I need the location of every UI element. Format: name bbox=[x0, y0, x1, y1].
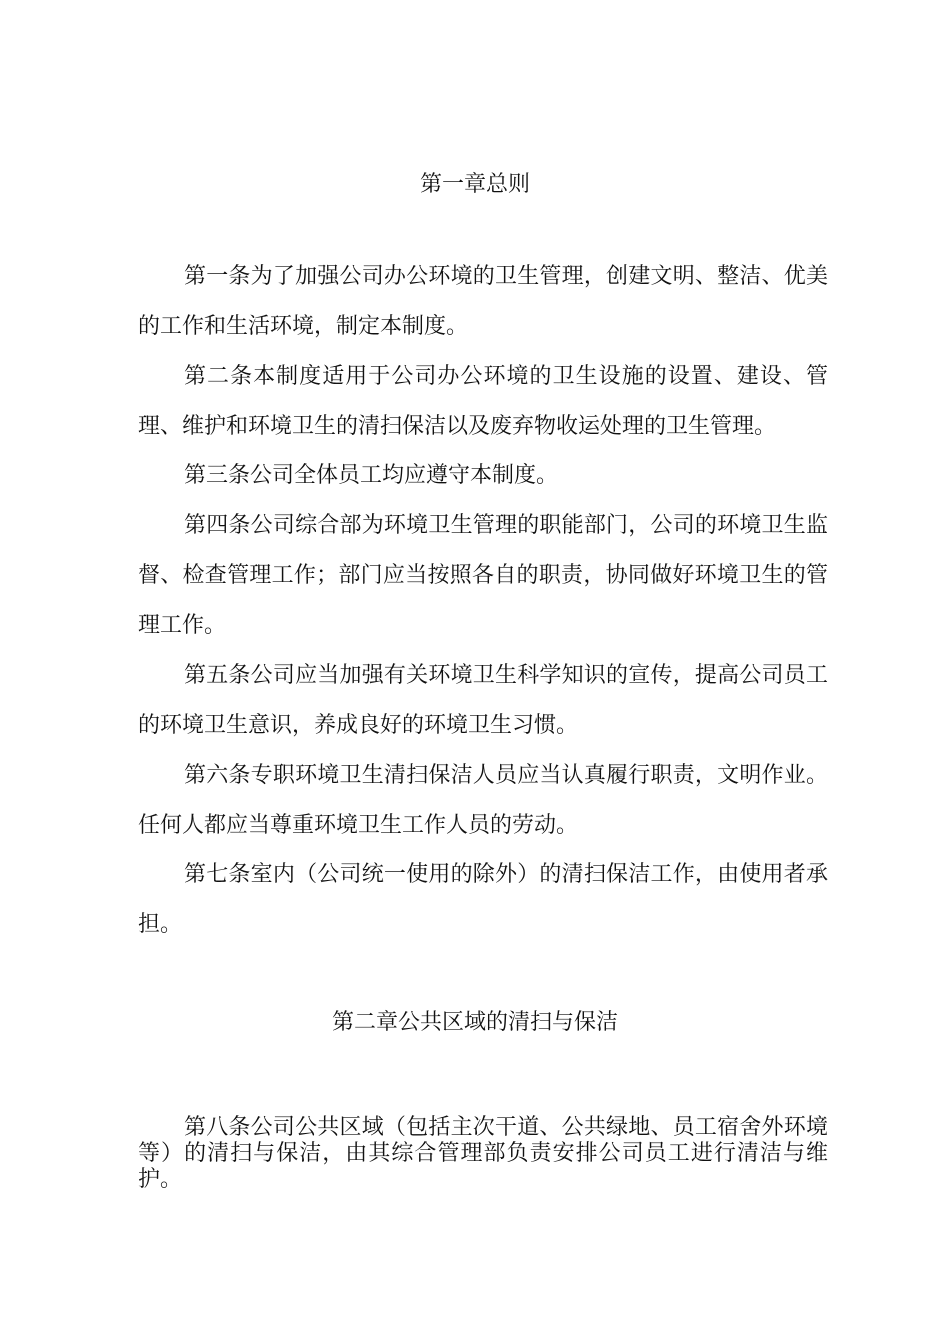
article-2: 第二条本制度适用于公司办公环境的卫生设施的设置、建设、管理、维护和环境卫生的清扫保洁以及废弃物收运处理的卫生管理。 bbox=[138, 364, 828, 439]
article-5: 第五条公司应当加强有关环境卫生科学知识的宣传，提高公司员工的环境卫生意识，养成良好的环境卫生习惯。 bbox=[138, 663, 828, 738]
chapter-2-title: 第二章公共区域的清扫与保洁 bbox=[331, 1010, 618, 1035]
article-3: 第三条公司全体员工均应遵守本制度。 bbox=[184, 463, 559, 488]
article-4: 第四条公司综合部为环境卫生管理的职能部门，公司的环境卫生监督、检查管理工作；部门应当按照各自的职责，协同做好环境卫生的管理工作。 bbox=[138, 513, 828, 638]
article-1: 第一条为了加强公司办公环境的卫生管理，创建文明、整洁、优美的工作和生活环境，制定本制度。 bbox=[138, 264, 828, 339]
article-6: 第六条专职环境卫生清扫保洁人员应当认真履行职责，文明作业。任何人都应当尊重环境卫生工作人员的劳动。 bbox=[138, 763, 828, 838]
article-8: 第八条公司公共区域（包括主次干道、公共绿地、员工宿舍外环境等）的清扫与保洁，由其综合管理部负责安排公司员工进行清洁与维护。 bbox=[138, 1115, 828, 1192]
article-7: 第七条室内（公司统一使用的除外）的清扫保洁工作，由使用者承担。 bbox=[138, 862, 828, 937]
chapter-1-title: 第一章总则 bbox=[419, 172, 530, 197]
